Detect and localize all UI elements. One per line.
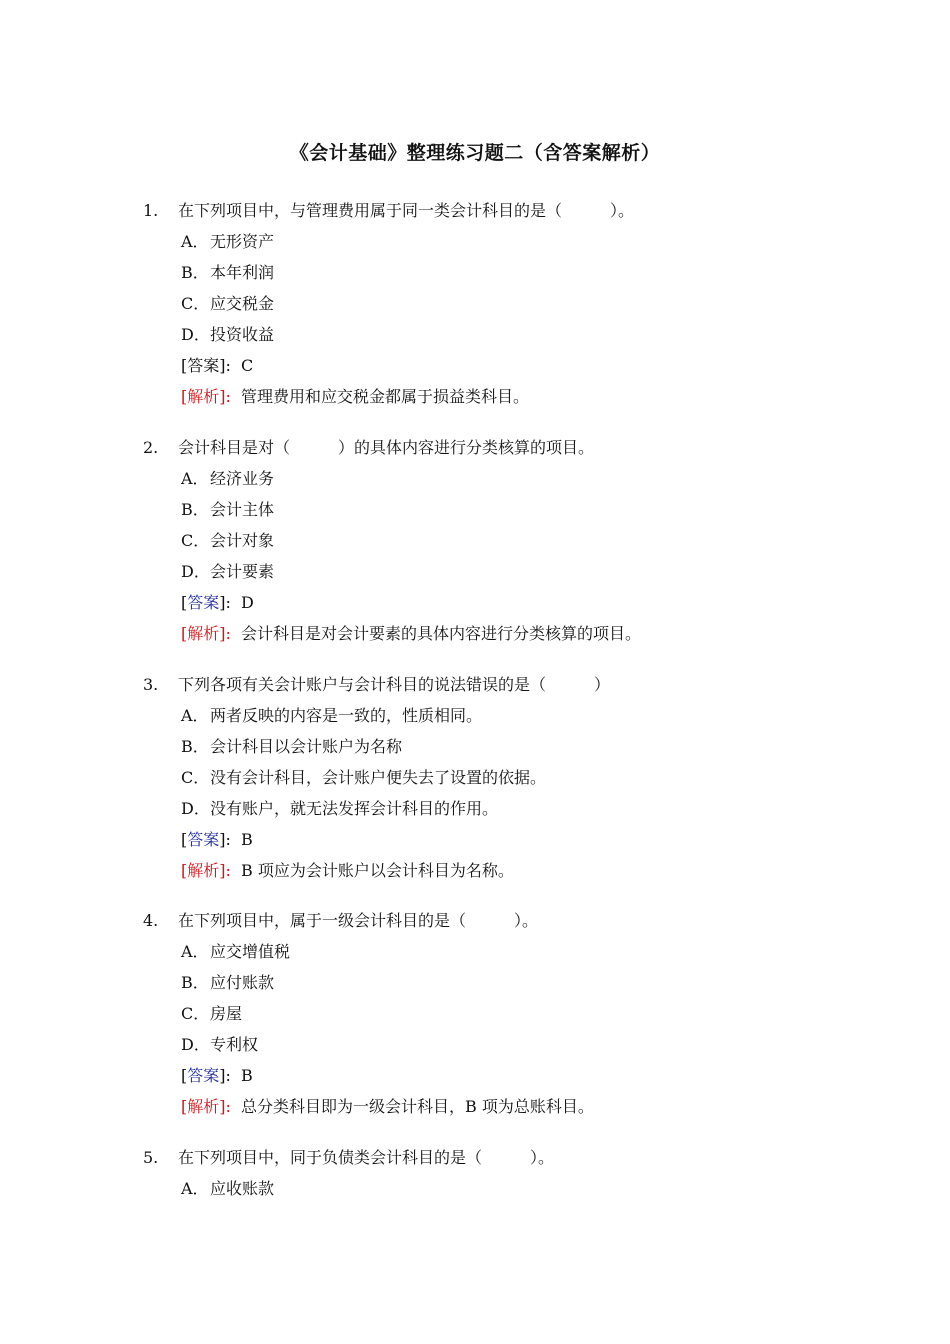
question-number: 5. xyxy=(143,1148,159,1167)
option-d xyxy=(0,561,950,592)
analysis-text: 会计科目是对会计要素的具体内容进行分类核算的项目。 xyxy=(241,624,642,643)
question-3 xyxy=(0,674,950,891)
option-d xyxy=(0,324,950,355)
analysis-line xyxy=(0,1096,950,1127)
option-letter: B． xyxy=(181,973,209,992)
option-text: 本年利润 xyxy=(210,263,275,282)
option-c xyxy=(0,1003,950,1034)
answer-label: [答案]: xyxy=(181,1066,231,1085)
option-text: 无形资产 xyxy=(210,232,275,251)
question-stem xyxy=(0,910,950,941)
answer-value: B xyxy=(241,1066,253,1085)
option-letter: B． xyxy=(181,263,209,282)
option-letter: D． xyxy=(181,799,210,818)
option-text: 应交税金 xyxy=(210,294,275,313)
answer-label: [答案]: xyxy=(181,356,231,375)
option-letter: A． xyxy=(181,706,209,725)
option-c xyxy=(0,293,950,324)
question-stem xyxy=(0,200,950,231)
option-text: 没有会计科目，会计账户便失去了设置的依据。 xyxy=(210,768,547,787)
option-text: 专利权 xyxy=(210,1035,259,1054)
option-letter: B． xyxy=(181,737,209,756)
option-letter: C． xyxy=(181,294,210,313)
answer-label: [答案]: xyxy=(181,830,231,849)
analysis-label: [解析]: xyxy=(181,861,231,880)
analysis-text: 管理费用和应交税金都属于损益类科目。 xyxy=(241,387,530,406)
option-letter: D． xyxy=(181,325,210,344)
option-text: 会计主体 xyxy=(210,500,275,519)
analysis-label: [解析]: xyxy=(181,1097,231,1116)
option-letter: A． xyxy=(181,232,209,251)
option-letter: A． xyxy=(181,1179,209,1198)
option-text: 应收账款 xyxy=(210,1179,275,1198)
option-b xyxy=(0,736,950,767)
option-text: 房屋 xyxy=(210,1004,243,1023)
option-text: 应付账款 xyxy=(210,973,275,992)
question-text: 在下列项目中，属于一级会计科目的是（ ）。 xyxy=(178,911,539,930)
option-text: 没有账户，就无法发挥会计科目的作用。 xyxy=(210,799,499,818)
option-letter: D． xyxy=(181,1035,210,1054)
analysis-line xyxy=(0,623,950,654)
analysis-text: 总分类科目即为一级会计科目，B 项为总账科目。 xyxy=(241,1097,594,1116)
option-letter: C． xyxy=(181,1004,210,1023)
analysis-label: [解析]: xyxy=(181,624,231,643)
option-c xyxy=(0,767,950,798)
option-d xyxy=(0,1034,950,1065)
analysis-line xyxy=(0,386,950,417)
question-text: 下列各项有关会计账户与会计科目的说法错误的是（ ） xyxy=(178,675,611,694)
answer-line xyxy=(0,1065,950,1096)
option-text: 投资收益 xyxy=(210,325,275,344)
option-a xyxy=(0,468,950,499)
question-4 xyxy=(0,910,950,1127)
option-c xyxy=(0,530,950,561)
option-text: 应交增值税 xyxy=(210,942,291,961)
option-text: 会计科目以会计账户为名称 xyxy=(210,737,403,756)
question-stem xyxy=(0,437,950,468)
answer-value: D xyxy=(241,593,254,612)
question-number: 4. xyxy=(143,911,159,930)
question-text: 在下列项目中，同于负债类会计科目的是（ ）。 xyxy=(178,1148,555,1167)
option-text: 会计要素 xyxy=(210,562,275,581)
question-text: 会计科目是对（ ）的具体内容进行分类核算的项目。 xyxy=(178,438,595,457)
question-number: 3. xyxy=(143,675,159,694)
page-title: 《会计基础》整理练习题二（含答案解析） xyxy=(289,142,661,164)
answer-line xyxy=(0,829,950,860)
option-d xyxy=(0,798,950,829)
question-1 xyxy=(0,200,950,417)
option-text: 两者反映的内容是一致的，性质相同。 xyxy=(210,706,483,725)
option-text: 会计对象 xyxy=(210,531,275,550)
answer-line xyxy=(0,355,950,386)
answer-label: [答案]: xyxy=(181,593,231,612)
option-letter: C． xyxy=(181,768,210,787)
analysis-text: B 项应为会计账户以会计科目为名称。 xyxy=(241,861,514,880)
answer-value: C xyxy=(241,356,254,375)
question-stem xyxy=(0,1147,950,1178)
option-letter: B． xyxy=(181,500,209,519)
option-text: 经济业务 xyxy=(210,469,275,488)
option-a xyxy=(0,231,950,262)
question-text: 在下列项目中，与管理费用属于同一类会计科目的是（ ）。 xyxy=(178,201,635,220)
answer-line xyxy=(0,592,950,623)
analysis-line xyxy=(0,860,950,891)
option-letter: A． xyxy=(181,469,209,488)
option-a xyxy=(0,1178,950,1209)
option-a xyxy=(0,941,950,972)
question-2 xyxy=(0,437,950,654)
question-number: 1. xyxy=(143,201,159,220)
option-b xyxy=(0,262,950,293)
question-5 xyxy=(0,1147,950,1209)
analysis-label: [解析]: xyxy=(181,387,231,406)
option-letter: C． xyxy=(181,531,210,550)
option-b xyxy=(0,972,950,1003)
question-number: 2. xyxy=(143,438,159,457)
option-letter: D． xyxy=(181,562,210,581)
option-a xyxy=(0,705,950,736)
option-b xyxy=(0,499,950,530)
answer-value: B xyxy=(241,830,253,849)
option-letter: A． xyxy=(181,942,209,961)
question-stem xyxy=(0,674,950,705)
